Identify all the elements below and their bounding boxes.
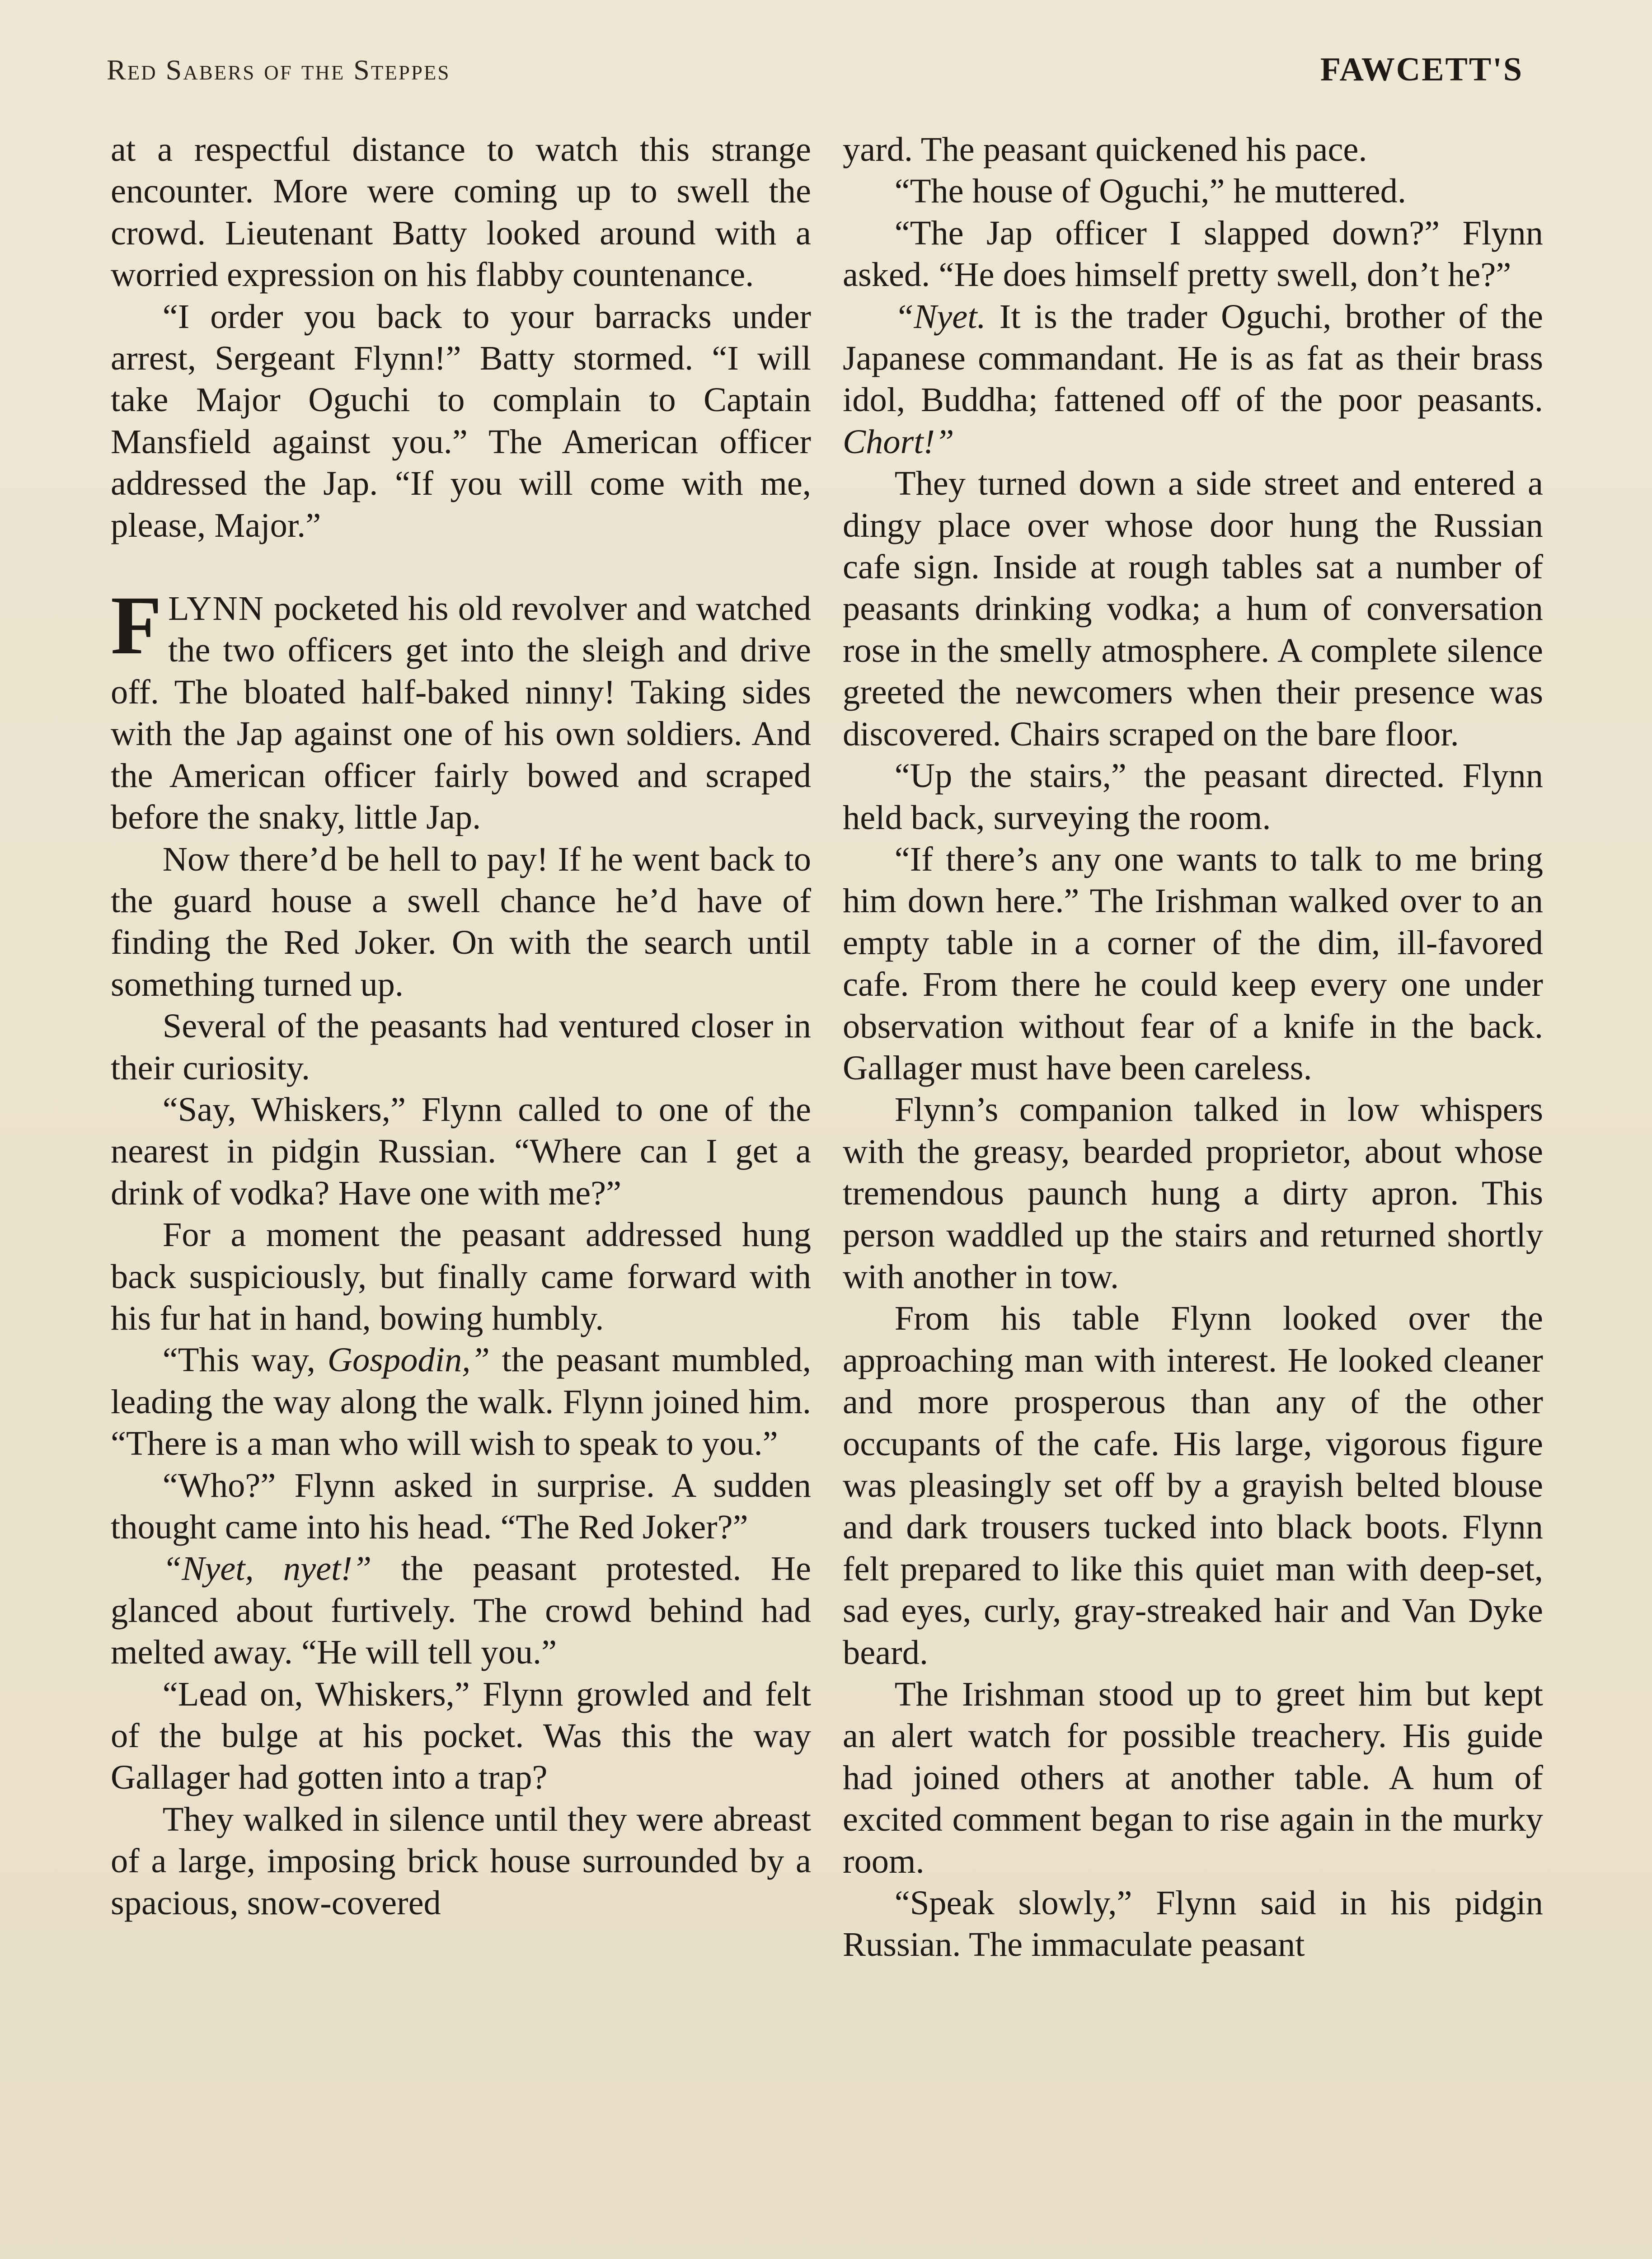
running-title: Red Sabers of the Steppes	[107, 54, 451, 86]
paragraph: From his table Flynn looked over the approaching man with interest. He looked cleaner and more prosperous than any of the other occupants of the cafe. His large, vigorous figure was pleasingly set off by a grayish belted blouse and dark trousers tucked into black boots. Flynn felt prepared to like this quiet man with deep-set, sad eyes, curly, gray-streaked hair and Van Dyke beard.	[843, 1299, 1543, 1672]
paragraph-text: It is the trader Oguchi, brother of the Japanese commandant. He is as fat as their brass idol, Buddha; fattened off of the poor peasants.	[843, 297, 1544, 419]
paragraph: Flynn’s companion talked in low whispers with the greasy, bearded proprietor, about whose tremendous paunch hung a dirty apron. This person waddled up the stairs and returned shortly with another in tow.	[843, 1090, 1543, 1296]
italic-word: “Nyet, nyet!”	[162, 1549, 372, 1588]
paragraph-text: the peasant protested. He glanced about furtively. The crowd behind had melted away. “He will tell you.”	[111, 1549, 812, 1672]
paragraph: “The Jap officer I slapped down?” Flynn asked. “He does himself pretty swell, don’t he?”	[843, 213, 1543, 294]
lead-caps: LYNN	[168, 589, 264, 628]
paragraph: “Up the stairs,” the peasant directed. Flynn held back, surveying the room.	[843, 756, 1543, 837]
paragraph: at a respectful distance to watch this strange encounter. More were coming up to swell the crowd. Lieutenant Batty looked around with a worried expression on his flabby countenance.	[111, 130, 811, 294]
paragraph: “Say, Whiskers,” Flynn called to one of the nearest in pidgin Russian. “Where can I get a drink of vodka? Have one with me?”	[111, 1090, 811, 1212]
paragraph: They walked in silence until they were abreast of a large, imposing brick house surrounded by a spacious, snow-covered	[111, 1800, 811, 1922]
paragraph: The Irishman stood up to greet him but kept an alert watch for possible treachery. His guide had joined others at another table. A hum of excited comment began to rise again in the murky room.	[843, 1675, 1543, 1880]
right-column	[843, 129, 1543, 1966]
paragraph: “Speak slowly,” Flynn said in his pidgin Russian. The immaculate peasant	[843, 1884, 1543, 1964]
paragraph: “The house of Oguchi,” he muttered.	[894, 172, 1406, 211]
italic-word: Chort!”	[843, 422, 954, 461]
paragraph: “Who?” Flynn asked in surprise. A sudden thought came into his head. “The Red Joker?”	[111, 1466, 811, 1546]
drop-cap: F	[111, 579, 162, 672]
italic-word: Gospodin,”	[327, 1340, 490, 1379]
paragraph	[843, 296, 1543, 463]
paragraph: Now there’d be hell to pay! If he went back to the guard house a swell chance he’d have of finding the Red Joker. On with the search until something turned up.	[111, 839, 811, 1003]
paragraph	[111, 1548, 811, 1673]
paragraph: “I order you back to your barracks under arrest, Sergeant Flynn!” Batty stormed. “I will take Major Oguchi to complain to Captain Mansfield against you.” The American officer addressed the Jap. “If you will come with me, please, Major.”	[111, 297, 811, 544]
paragraph-text: pocketed his old revolver and watched the two officers get into the sleigh and drive off. The bloated half-baked ninny! Taking sides with the Jap against one of his own soldiers. And the American officer fairly bowed and scraped before the snaky, little Jap.	[111, 589, 811, 837]
paragraph: Several of the peasants had ventured closer in their curiosity.	[111, 1007, 811, 1087]
italic-word: “Nyet.	[894, 297, 986, 336]
paragraph-dropcap	[111, 579, 811, 838]
paragraph: For a moment the peasant addressed hung back suspiciously, but finally came forward with his fur hat in hand, bowing humbly.	[111, 1215, 811, 1337]
paragraph-text: “This way,	[162, 1340, 316, 1379]
paragraph: yard. The peasant quickened his pace.	[843, 130, 1367, 169]
paragraph: “If there’s any one wants to talk to me bring him down here.” The Irishman walked over to an empty table in a corner of the dim, ill-favored cafe. From there he could keep every one under observation without fear of a knife in the back. Gallager must have been careless.	[843, 839, 1543, 1087]
paragraph	[111, 1339, 811, 1464]
left-column	[111, 129, 811, 1924]
paragraph: “Lead on, Whiskers,” Flynn growled and felt of the bulge at his pocket. Was this the way Gallager had gotten into a trap?	[111, 1674, 811, 1797]
paragraph-text: the peasant mumbled, leading the way along the walk. Flynn joined him. “There is a man who will wish to speak to you.”	[111, 1340, 811, 1463]
paragraph: They turned down a side street and entered a dingy place over whose door hung the Russian cafe sign. Inside at rough tables sat a number of peasants drinking vodka; a hum of conversation rose in the smelly atmosphere. A complete silence greeted the newcomers when their presence was discovered. Chairs scraped on the bare floor.	[843, 464, 1543, 753]
magazine-name: FAWCETT'S	[1320, 51, 1523, 88]
